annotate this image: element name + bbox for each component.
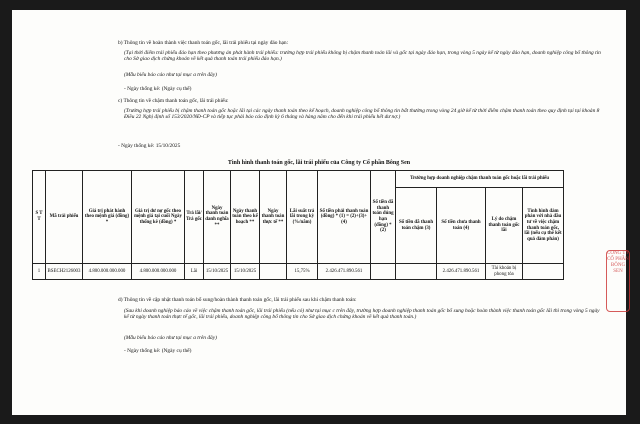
cell-loai: Lãi <box>185 264 204 280</box>
section-d-date: - Ngày thống kê: (Ngày cụ thể) <box>124 348 192 354</box>
section-d-heading: d) Thông tin về cập nhật thanh toán bổ sung/hoàn thành thanh toán gốc, lãi trái phiếu sau khi chậm thanh toán: <box>118 297 357 303</box>
header-ngay-thuc-te: Ngày thanh toán thực tế ** <box>260 171 287 264</box>
cell-ngay-danh-nghia: 15/10/2025 <box>204 264 231 280</box>
section-c-heading: c) Thông tin về chậm thanh toán gốc, lãi trái phiếu: <box>118 98 229 104</box>
header-ngay-ke-hoach: Ngày thanh toán theo kế hoạch ** <box>231 171 260 264</box>
table-title: Tình hình thanh toán gốc, lãi trái phiếu của Công ty Cổ phần Bông Sen <box>227 160 411 166</box>
cell-so-tien-da <box>371 264 396 280</box>
cell-cham-3 <box>396 264 437 280</box>
header-loai: Trả lãi/ Trả gốc <box>185 171 204 264</box>
header-cham-3: Số tiền đã thanh toán chậm (3) <box>396 188 437 264</box>
cell-ngay-ke-hoach: 15/10/2025 <box>231 264 260 280</box>
cell-gia-tri-ph: 4.800.000.000.000 <box>83 264 132 280</box>
cell-stt: 1 <box>33 264 46 280</box>
header-phuong-an: Tình hình đàm phán với nhà đầu tư về việc chậm thanh toán gốc, lãi (nếu cụ thể kết quả đàm phán) <box>523 188 564 264</box>
section-c-note: (Trường hợp trái phiếu bị chậm thanh toán gốc hoặc lãi tại các ngày thanh toán theo kế hoạch, doanh nghiệp công bố thông tin bất thường trong vòng 24 giờ kể từ thời điểm chậm thanh toán theo quy định tại tại khoản 8 Điều 22 Nghị định số 153/2020/NĐ-CP và tiếp tục phải báo cáo định kỳ 6 tháng và hàng năm cho đến khi trái phiếu hết dư nợ.) <box>124 108 600 121</box>
header-so-tien-da: Số tiền đã thanh toán đúng hạn (đồng) * (2) <box>371 171 396 264</box>
section-b-template: (Mẫu biểu báo cáo như tại mục a trên đây) <box>124 72 217 78</box>
header-cham-4: Số tiền chưa thanh toán (4) <box>437 188 486 264</box>
cell-ly-do: Tài khoản bị phong tỏa <box>486 264 523 280</box>
cell-so-tien-phai: 2.426.471.890.561 <box>318 264 371 280</box>
company-stamp: CÔNG TY CỔ PHẦN BÔNG SEN <box>606 250 630 312</box>
header-du-no: Giá trị dư nợ gốc theo mệnh giá tại cuối Ngày thống kê (đồng) * <box>132 171 185 264</box>
section-c-date: - Ngày thống kê: 15/10/2025 <box>118 143 181 149</box>
payment-table <box>32 170 564 280</box>
header-ma: Mã trái phiếu <box>46 171 83 264</box>
cell-cham-4: 2.426.471.890.561 <box>437 264 486 280</box>
header-group: Trường hợp doanh nghiệp chậm thanh toán gốc hoặc lãi trái phiếu <box>396 171 564 188</box>
section-d-note: (Sau khi doanh nghiệp báo cáo về việc chậm thanh toán gốc, lãi trái phiếu (nếu có) như tại mục c trên đây, trường hợp doanh nghiệp thanh toán gốc bổ sung hoặc hoàn thành việc thanh toán gốc lãi thì trong vòng 5 ngày kể từ ngày thanh toán thực tế gốc, lãi trái phiếu, doanh nghiệp công bố thông tin cho Sở giao dịch chứng khoán về kết quả thanh toán.) <box>124 308 600 321</box>
section-d-template: (Mẫu biểu báo cáo như tại mục a trên đây) <box>124 335 217 341</box>
header-stt: S T T <box>33 171 46 264</box>
header-gia-tri-ph: Giá trị phát hành theo mệnh giá (đồng) * <box>83 171 132 264</box>
cell-phuong-an <box>523 264 564 280</box>
cell-ma: BSECH2126003 <box>46 264 83 280</box>
table-row <box>33 264 564 280</box>
section-b-note: (Tại thời điểm trái phiếu đáo hạn theo phương án phát hành trái phiếu: trường hợp trái phiếu không bị chậm thanh toán lãi và gốc tại ngày đáo hạn, trong vòng 5 ngày kể từ ngày đáo hạn, doanh nghiệp công bố thông tin cho Sở giao dịch chứng khoán về kết quả thanh toán trái phiếu đáo hạn.) <box>124 50 601 63</box>
cell-lai-suat: 15,75% <box>287 264 318 280</box>
section-b-date: - Ngày thống kê: (Ngày cụ thể) <box>124 86 192 92</box>
cell-du-no: 4.800.000.000.000 <box>132 264 185 280</box>
header-lai-suat: Lãi suất trả lãi trong kỳ (%/năm) <box>287 171 318 264</box>
header-ly-do: Lý do chậm thanh toán gốc lãi <box>486 188 523 264</box>
section-b-heading: b) Thông tin về hoàn thành việc thanh toán gốc, lãi trái phiếu tại ngày đáo hạn: <box>118 40 289 46</box>
document-page <box>12 10 629 415</box>
header-ngay-danh-nghia: Ngày thanh toán danh nghĩa ** <box>204 171 231 264</box>
header-so-tien-phai: Số tiền phải thanh toán (đồng) * (1) = (2)+(3)+(4) <box>318 171 371 264</box>
cell-ngay-thuc-te <box>260 264 287 280</box>
